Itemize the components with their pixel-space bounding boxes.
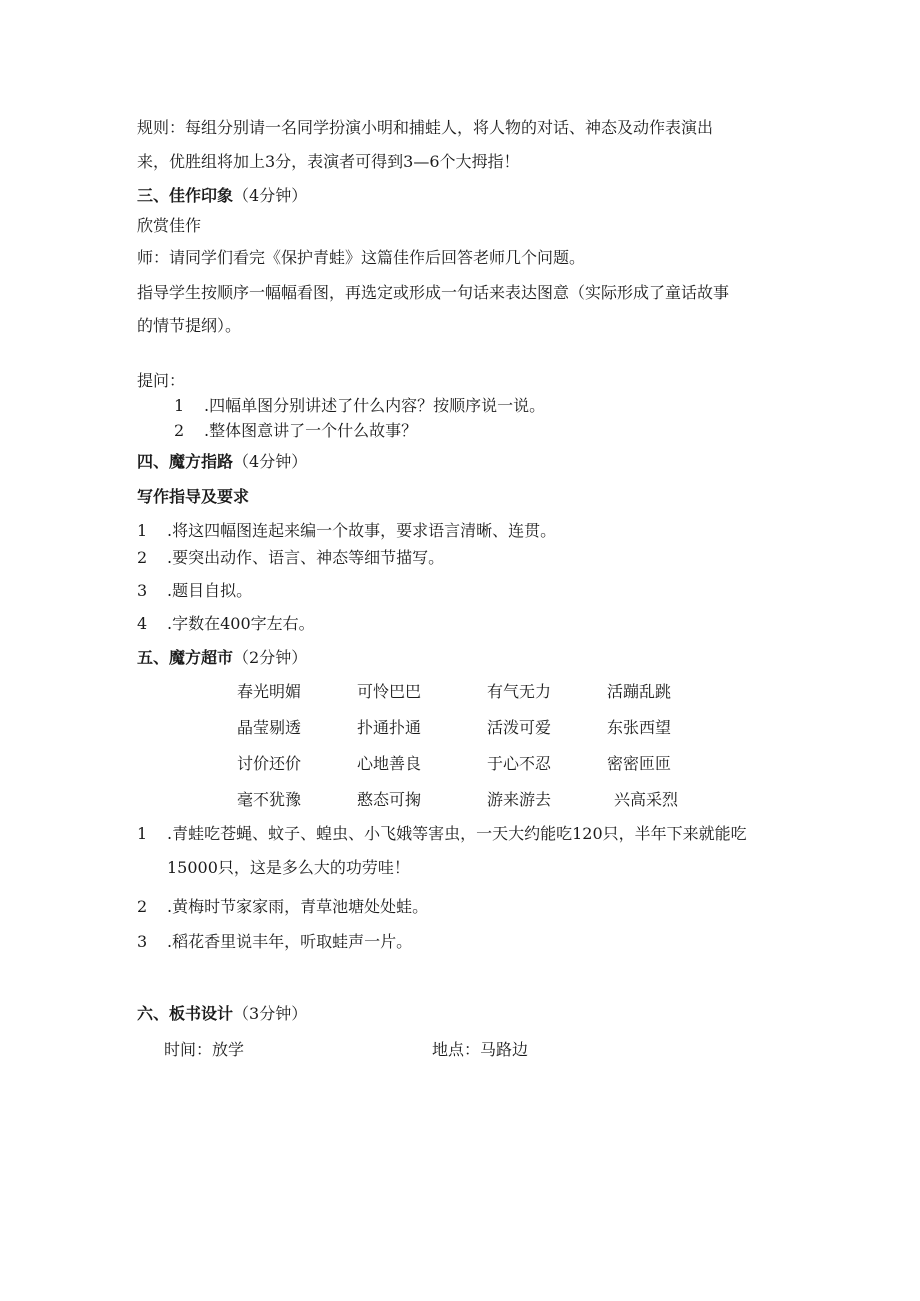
word-cell: 憨态可掬 [357, 790, 422, 809]
section-6-title: 六、板书设计 [137, 1004, 234, 1023]
word-cell: 游来游去 [487, 790, 552, 809]
word-cell: 晶莹剔透 [237, 718, 302, 737]
requirement-4-text: .字数在400字左右。 [167, 614, 315, 633]
section-3-ask: 提问： [137, 371, 186, 390]
section-4-time: （4分钟） [233, 452, 308, 471]
section-6-time: （3分钟） [233, 1004, 308, 1023]
board-time: 时间：放学 [164, 1040, 245, 1059]
requirement-1-text: .将这四幅图连起来编一个故事，要求语言清晰、连贯。 [167, 521, 557, 540]
word-cell: 春光明媚 [237, 682, 302, 701]
board-place: 地点：马路边 [432, 1040, 529, 1059]
fact-1-continuation: 15000只，这是多么大的功劳哇！ [167, 858, 410, 877]
poem-line-1 [137, 897, 428, 917]
requirement-3 [137, 581, 252, 601]
fact-1 [137, 824, 747, 844]
word-cell: 活泼可爱 [487, 718, 552, 737]
requirement-2-text: .要突出动作、语言、神态等细节描写。 [167, 548, 445, 567]
word-cell: 兴高采烈 [614, 790, 679, 809]
word-cell: 讨价还价 [237, 754, 302, 773]
section-5-heading [137, 648, 307, 668]
poem-line-2-num: 3 [137, 932, 148, 951]
requirement-4 [137, 614, 315, 634]
poem-line-2 [137, 932, 412, 952]
section-3-teacher: 师：请同学们看完《保护青蛙》这篇佳作后回答老师几个问题。 [137, 248, 586, 267]
word-cell: 有气无力 [487, 682, 552, 701]
section-5-time: （2分钟） [233, 648, 308, 667]
word-cell: 于心不忍 [487, 754, 552, 773]
requirement-3-text: .题目自拟。 [167, 581, 253, 600]
question-1-num: 1 [174, 396, 185, 415]
word-cell: 心地善良 [357, 754, 422, 773]
poem-line-2-text: .稻花香里说丰年，听取蛙声一片。 [167, 932, 413, 951]
poem-line-1-text: .黄梅时节家家雨，青草池塘处处蛙。 [167, 897, 429, 916]
word-cell: 扑通扑通 [357, 718, 422, 737]
requirement-2 [137, 548, 444, 568]
section-4-title: 四、魔方指路 [137, 452, 234, 471]
word-cell: 活蹦乱跳 [607, 682, 672, 701]
requirement-1-num: 1 [137, 521, 148, 540]
question-1 [174, 396, 545, 416]
requirement-3-num: 3 [137, 581, 148, 600]
question-2-num: 2 [174, 421, 185, 440]
question-1-text: .四幅单图分别讲述了什么内容？按顺序说一说。 [204, 396, 546, 415]
section-3-title: 三、佳作印象 [137, 186, 234, 205]
section-6-heading [137, 1004, 307, 1024]
requirement-2-num: 2 [137, 548, 148, 567]
fact-1-num: 1 [137, 824, 148, 843]
word-cell: 东张西望 [607, 718, 672, 737]
word-cell: 密密匝匝 [607, 754, 672, 773]
section-3-guide-2: 的情节提纲）。 [137, 316, 242, 335]
section-3-sub: 欣赏佳作 [137, 216, 202, 235]
section-4-heading [137, 452, 307, 472]
requirement-4-num: 4 [137, 614, 148, 633]
rules-line-2: 来，优胜组将加上3分，表演者可得到3—6个大拇指！ [137, 152, 520, 171]
section-3-heading [137, 186, 307, 206]
section-3-time: （4分钟） [233, 186, 308, 205]
question-2 [174, 421, 417, 441]
question-2-text: .整体图意讲了一个什么故事？ [204, 421, 418, 440]
fact-1-text: .青蛙吃苍蝇、蚊子、蝗虫、小飞娥等害虫，一天大约能吃120只，半年下来就能吃 [167, 824, 747, 843]
poem-line-1-num: 2 [137, 897, 148, 916]
rules-line-1: 规则：每组分别请一名同学扮演小明和捕蛙人，将人物的对话、神态及动作表演出 [137, 118, 714, 137]
requirement-1 [137, 521, 556, 541]
word-cell: 毫不犹豫 [237, 790, 302, 809]
section-5-title: 五、魔方超市 [137, 648, 234, 667]
word-cell: 可怜巴巴 [357, 682, 422, 701]
section-4-subtitle: 写作指导及要求 [137, 487, 250, 506]
section-3-guide-1: 指导学生按顺序一幅幅看图，再选定或形成一句话来表达图意（实际形成了童话故事 [137, 283, 730, 302]
